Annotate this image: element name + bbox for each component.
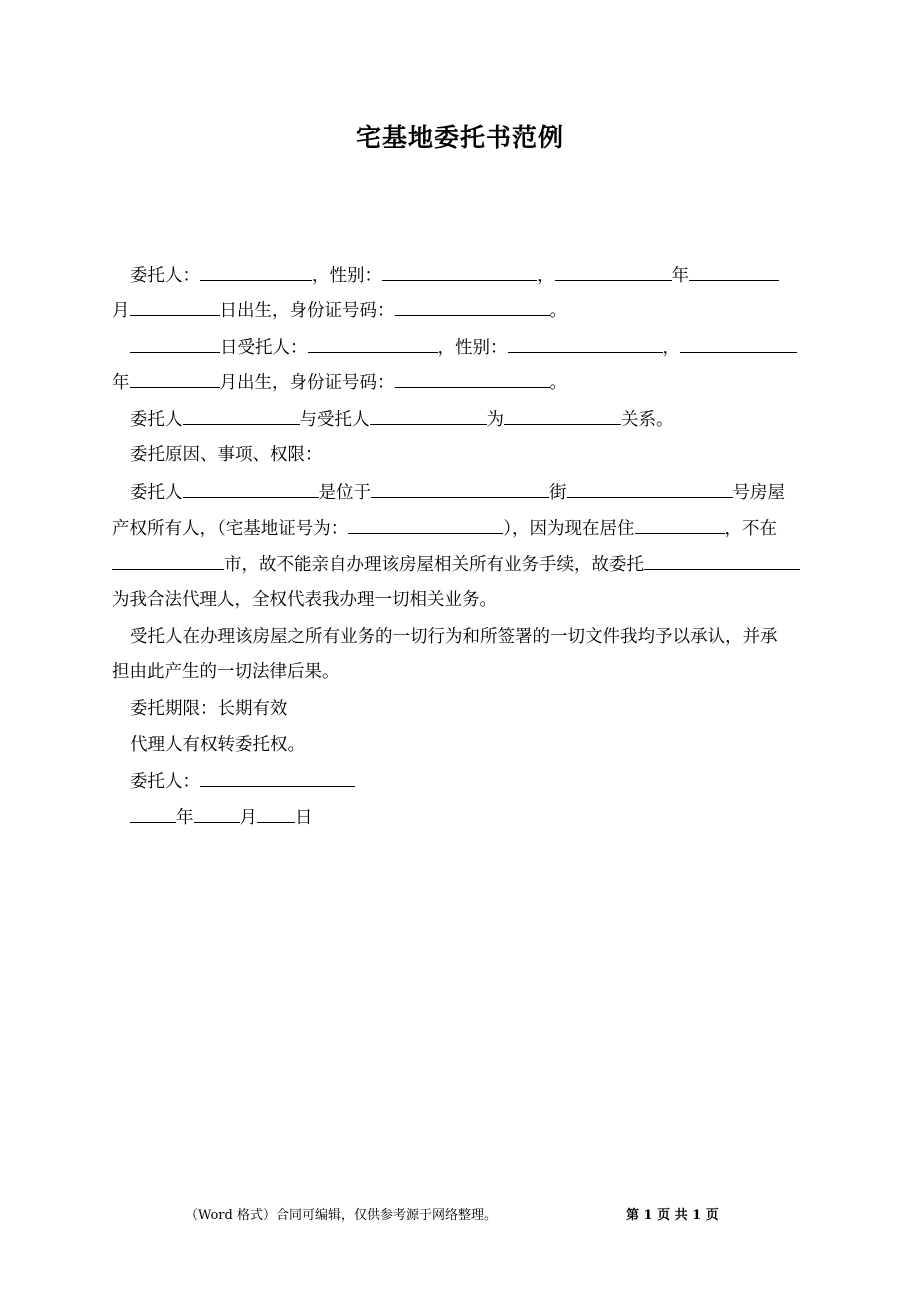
entrust-period: 委托期限：长期有效: [130, 699, 288, 719]
agent-birth-year-prefix-blank[interactable]: [130, 335, 220, 353]
footer-note: （Word 格式）合同可编辑，仅供参考源于网络整理。: [185, 1208, 497, 1223]
city-blank[interactable]: [112, 552, 224, 570]
current-residence-blank[interactable]: [635, 516, 725, 534]
property-street-blank[interactable]: [567, 480, 733, 498]
relationship-agent-blank[interactable]: [370, 407, 487, 425]
agent-birth-year-blank[interactable]: [680, 335, 797, 353]
signature-line: 委托人：: [130, 769, 830, 794]
property-line-4: 为我合法代理人，全权代表我办理一切相关业务。: [112, 590, 497, 610]
property-location-blank[interactable]: [371, 480, 549, 498]
agent-birth-month-blank[interactable]: [130, 370, 220, 388]
principal-info-line-1: 委托人： ，性别： ， 年: [130, 263, 830, 288]
principal-birth-month-blank[interactable]: [689, 263, 779, 281]
property-line-2: 产权所有人，（宅基地证号为： ），因为现在居住 ，不在: [112, 516, 812, 541]
principal-name-blank[interactable]: [200, 263, 312, 281]
agent-gender-blank[interactable]: [508, 335, 663, 353]
reason-heading: 委托原因、事项、权限：: [130, 445, 323, 465]
acknowledgement-line-1: 受托人在办理该房屋之所有业务的一切行为和所签署的一切文件我均予以承认，并承: [130, 627, 778, 647]
homestead-cert-number-blank[interactable]: [348, 516, 503, 534]
agent-info-line-1: 日受托人： ，性别： ，: [130, 335, 830, 360]
acknowledgement-line-2: 担由此产生的一切法律后果。: [112, 662, 340, 682]
document-title: 宅基地委托书范例: [355, 123, 564, 152]
agent-id-number-blank[interactable]: [395, 370, 550, 388]
signature-blank[interactable]: [200, 769, 355, 787]
relationship-principal-blank[interactable]: [183, 407, 300, 425]
agent-name-blank[interactable]: [308, 335, 438, 353]
page-number: 第 1 页 共 1 页: [626, 1208, 719, 1223]
property-principal-blank[interactable]: [183, 480, 319, 498]
principal-id-number-blank[interactable]: [395, 298, 550, 316]
relationship-line: 委托人 与受托人 为 关系。: [130, 407, 830, 432]
property-line-1: 委托人 是位于 街 号房屋: [130, 480, 830, 505]
principal-gender-blank[interactable]: [382, 263, 537, 281]
principal-birth-day-blank[interactable]: [130, 298, 220, 316]
property-line-3: 市，故不能亲自办理该房屋相关所有业务手续，故委托: [112, 552, 812, 577]
sub-delegation-clause: 代理人有权转委托权。: [130, 735, 305, 755]
entrusted-agent-blank[interactable]: [644, 552, 800, 570]
date-month-blank[interactable]: [194, 805, 240, 823]
relationship-type-blank[interactable]: [504, 407, 621, 425]
principal-info-line-2: 月 日出生，身份证号码： 。: [112, 298, 812, 323]
date-year-blank[interactable]: [130, 805, 176, 823]
date-day-blank[interactable]: [257, 805, 295, 823]
principal-birth-year-blank[interactable]: [555, 263, 672, 281]
date-line: 年 月 日: [130, 805, 830, 830]
agent-info-line-2: 年 月出生，身份证号码： 。: [112, 370, 812, 395]
